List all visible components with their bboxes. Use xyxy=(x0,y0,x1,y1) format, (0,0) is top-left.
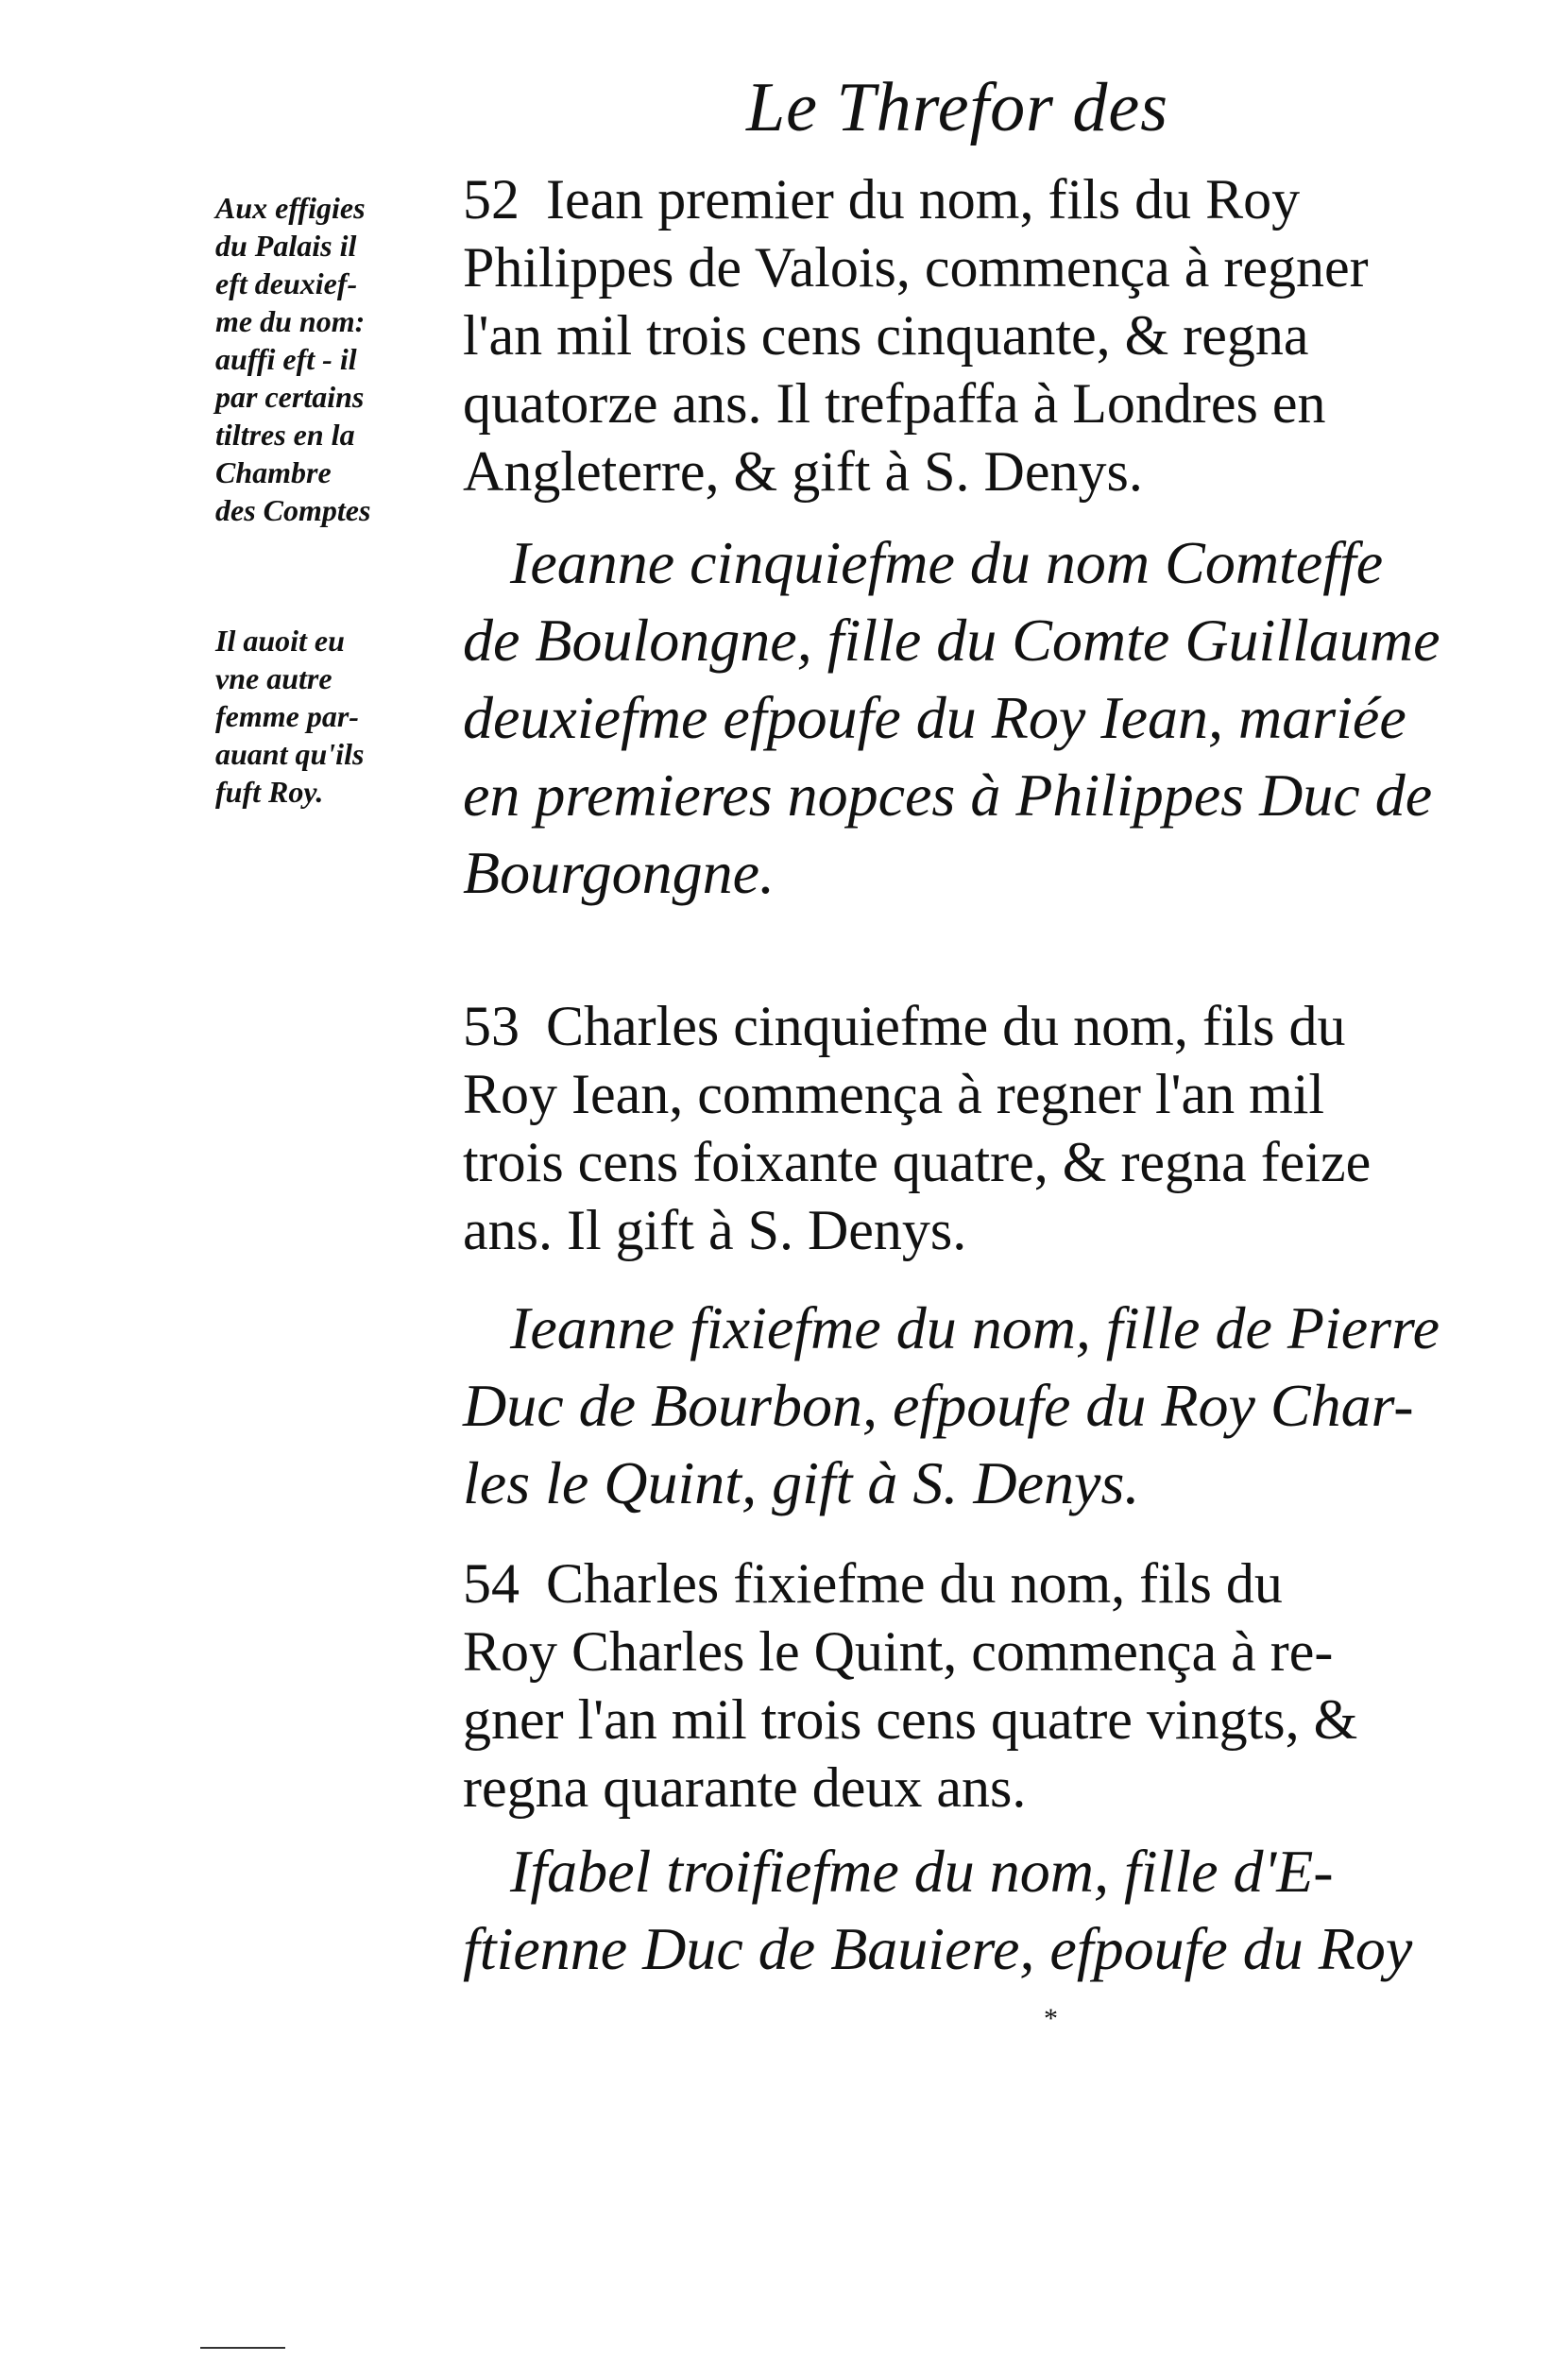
entry-line: Bourgongne. xyxy=(463,839,775,906)
margin-note-line: femme par- xyxy=(215,699,359,733)
queen-entry-jeanne-cinquiesme xyxy=(463,524,1464,912)
signature-mark: * xyxy=(1044,2003,1058,2034)
margin-note-line: Il auoit eu xyxy=(215,624,345,658)
entry-text: Charles fixiefme du nom, fils du xyxy=(546,1552,1283,1615)
margin-note-line: du Palais il xyxy=(215,229,357,263)
entry-line: Ieanne cinquiefme du nom Comteffe xyxy=(510,529,1384,596)
entry-first-line xyxy=(463,1549,1464,1617)
margin-note-line: tiltres en la xyxy=(215,418,355,452)
entry-line: Philippes de Valois, commença à regner xyxy=(463,236,1369,299)
entry-line: Duc de Bourbon, efpoufe du Roy Char- xyxy=(463,1372,1414,1439)
entry-line: ans. Il gift à S. Denys. xyxy=(463,1199,967,1261)
bottom-rule xyxy=(200,2347,285,2349)
running-head: Le Threfor des xyxy=(746,69,1169,146)
entry-line: gner l'an mil trois cens quatre vingts, & xyxy=(463,1688,1358,1751)
margin-note-line: me du nom: xyxy=(215,304,366,338)
entry-number: 54 xyxy=(463,1552,520,1615)
entry-line: Angleterre, & gift à S. Denys. xyxy=(463,440,1143,503)
entry-line: les le Quint, gift à S. Denys. xyxy=(463,1449,1140,1516)
margin-note-line: fuft Roy. xyxy=(215,775,324,809)
entry-number: 53 xyxy=(463,995,520,1057)
entry-line: Roy Charles le Quint, commença à re- xyxy=(463,1620,1334,1683)
entry-first-line xyxy=(463,165,1464,233)
entry-line: quatorze ans. Il trefpaffa à Londres en xyxy=(463,372,1326,435)
margin-note-line: par certains xyxy=(215,380,365,414)
margin-note-autre-femme xyxy=(215,622,461,811)
margin-note-line: eft deuxief- xyxy=(215,266,358,300)
entry-line: en premieres nopces à Philippes Duc de xyxy=(463,762,1433,829)
margin-note-line: vne autre xyxy=(215,661,332,695)
entry-line: l'an mil trois cens cinquante, & regna xyxy=(463,304,1309,367)
margin-note-line: des Comptes xyxy=(215,493,371,527)
entry-line: deuxiefme efpoufe du Roy Iean, mariée xyxy=(463,684,1406,751)
entry-line: regna quarante deux ans. xyxy=(463,1756,1027,1819)
entry-number: 52 xyxy=(463,168,520,231)
entry-52 xyxy=(463,165,1464,505)
entry-53 xyxy=(463,992,1464,1264)
entry-line: ftienne Duc de Bauiere, efpoufe du Roy xyxy=(463,1915,1413,1982)
entry-54 xyxy=(463,1549,1464,1822)
entry-line: Ieanne fixiefme du nom, fille de Pierre xyxy=(510,1294,1440,1361)
entry-text: Charles cinquiefme du nom, fils du xyxy=(546,995,1346,1057)
entry-line: trois cens foixante quatre, & regna feize xyxy=(463,1131,1372,1193)
margin-note-line: auffi eft - il xyxy=(215,342,357,376)
margin-note-line: Chambre xyxy=(215,455,332,489)
margin-note-line: auant qu'ils xyxy=(215,737,365,771)
entry-line: Ifabel troifiefme du nom, fille d'E- xyxy=(510,1838,1334,1905)
queen-entry-isabel xyxy=(463,1833,1464,1988)
margin-note-line: Aux effigies xyxy=(215,191,366,225)
entry-text: Iean premier du nom, fils du Roy xyxy=(546,168,1301,231)
margin-note-effigies xyxy=(215,189,461,529)
entry-line: de Boulongne, fille du Comte Guillaume xyxy=(463,607,1440,674)
entry-line: Roy Iean, commença à regner l'an mil xyxy=(463,1063,1325,1125)
queen-entry-jeanne-sixiesme xyxy=(463,1290,1464,1522)
entry-first-line xyxy=(463,992,1464,1060)
